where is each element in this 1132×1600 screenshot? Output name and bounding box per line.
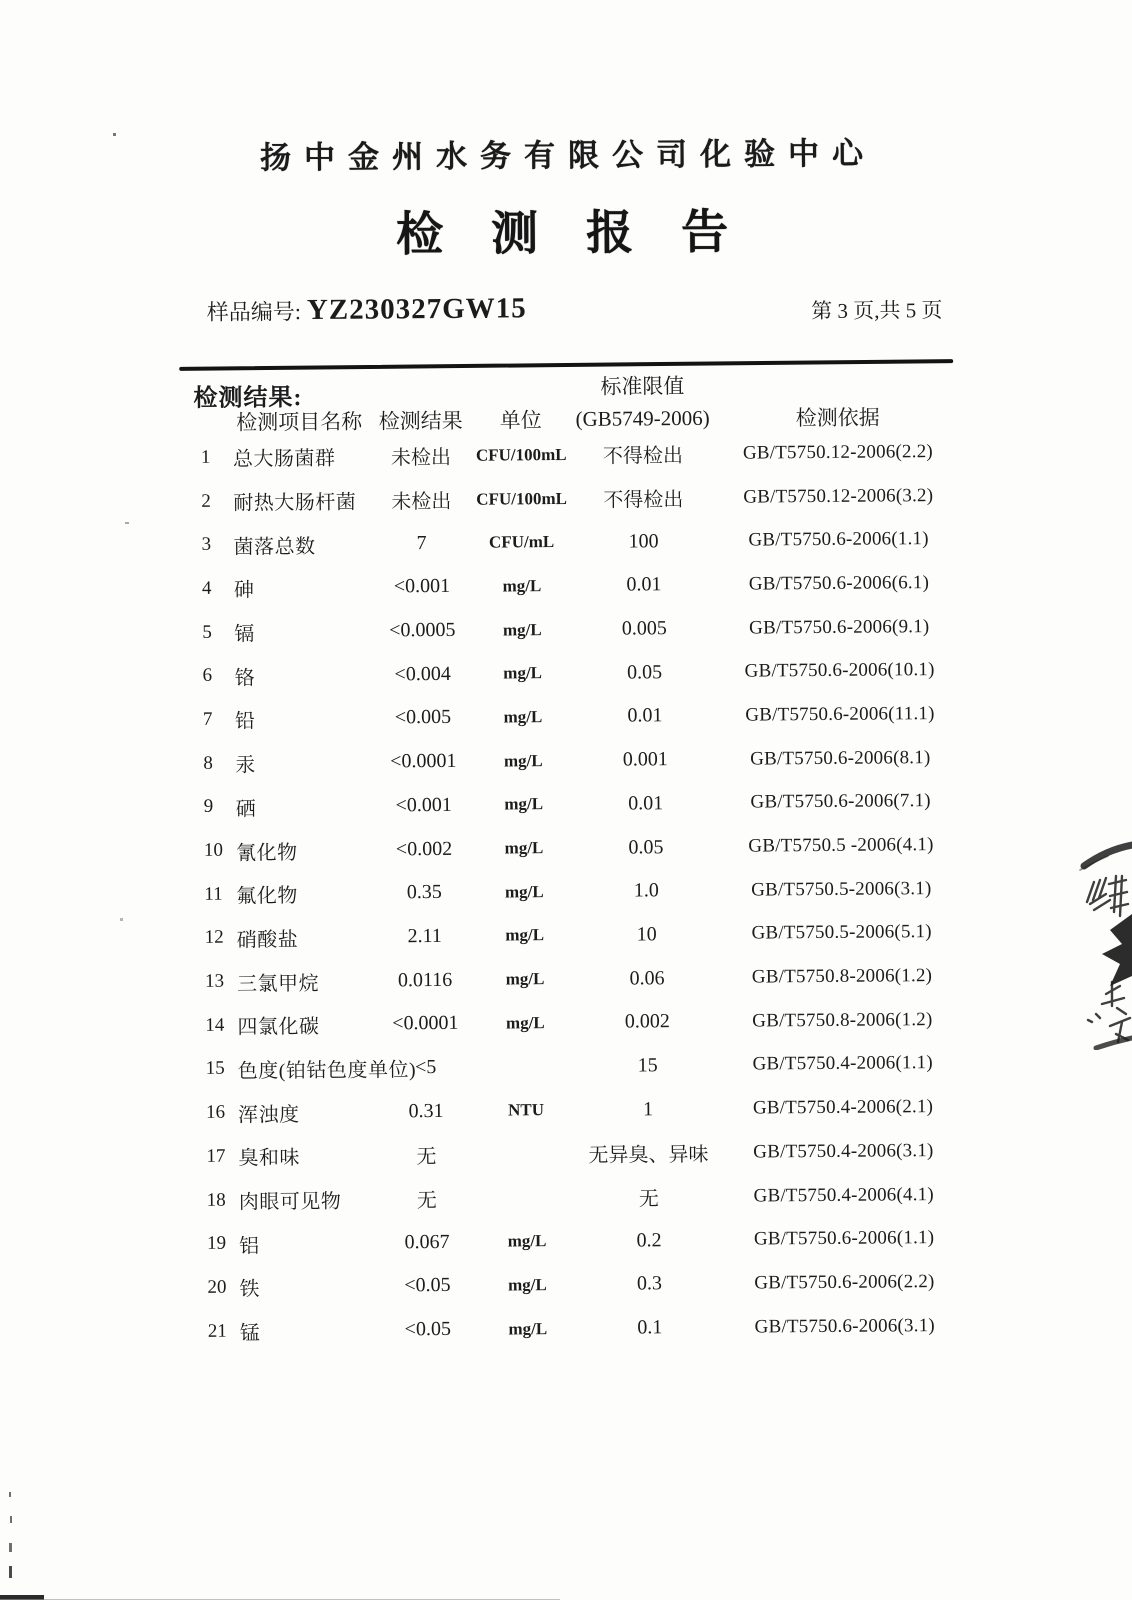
standard-limit: 0.3 <box>636 1272 663 1295</box>
standard-limit: 无 <box>638 1188 659 1211</box>
row-number: 16 <box>205 1101 226 1123</box>
column-header-unit: 单位 <box>499 408 542 433</box>
unit: mg/L <box>504 794 544 814</box>
standard-limit: 1 <box>642 1097 654 1121</box>
test-result: 0.0116 <box>397 968 453 991</box>
test-result: 未检出 <box>391 490 452 514</box>
standard-limit: 0.002 <box>624 1010 670 1033</box>
standard-limit: 0.005 <box>621 617 667 640</box>
unit: mg/L <box>504 881 544 902</box>
test-result: 无 <box>416 1146 437 1169</box>
standard-limit: 0.05 <box>628 835 664 859</box>
test-result: 0.31 <box>408 1099 444 1122</box>
unit: mg/L <box>505 925 545 945</box>
scan-speck <box>120 918 123 921</box>
test-result: 无 <box>416 1190 437 1213</box>
results-section-label: 检测结果: <box>193 385 303 412</box>
test-basis: GB/T5750.5-2006(3.1) <box>751 877 932 901</box>
standard-limit: 0.01 <box>628 792 664 815</box>
standard-limit: 0.05 <box>627 661 663 684</box>
test-result: 2.11 <box>407 924 442 948</box>
test-basis: GB/T5750.6-2006(1.1) <box>748 528 929 551</box>
test-basis: GB/T5750.8-2006(1.2) <box>751 965 933 988</box>
unit: mg/L <box>507 1275 547 1295</box>
row-number: 21 <box>207 1320 227 1342</box>
table-row <box>176 430 956 480</box>
item-name: 耐热大肠杆菌 <box>233 491 357 515</box>
table-row <box>178 692 958 742</box>
row-number: 8 <box>203 752 213 774</box>
item-name: 砷 <box>233 579 255 603</box>
test-basis: GB/T5750.6-2006(8.1) <box>750 746 931 770</box>
test-result: 未检出 <box>390 447 452 470</box>
official-seal-partial <box>1054 836 1132 1050</box>
item-name: 臭和味 <box>238 1147 301 1170</box>
item-name: 汞 <box>235 754 256 777</box>
item-name: 铬 <box>234 667 256 690</box>
table-row <box>182 1173 962 1223</box>
test-basis: GB/T5750.6-2006(9.1) <box>749 615 930 639</box>
standard-limit: 10 <box>636 923 657 946</box>
column-header-result: 检测结果 <box>378 408 463 434</box>
test-basis: GB/T5750.6-2006(1.1) <box>753 1227 935 1250</box>
standard-limit: 不得检出 <box>603 489 684 512</box>
unit: mg/L <box>504 838 544 858</box>
results-table <box>176 430 963 1354</box>
report-title: 检测报告 <box>395 206 777 262</box>
item-name: 三氯甲烷 <box>236 972 320 996</box>
test-basis: GB/T5750.12-2006(3.2) <box>743 484 934 508</box>
test-basis: GB/T5750.12-2006(2.2) <box>742 440 933 464</box>
standard-limit: 100 <box>628 529 659 553</box>
unit: mg/L <box>503 750 543 771</box>
row-number: 19 <box>207 1232 227 1255</box>
unit <box>481 1154 571 1155</box>
sample-number <box>207 292 527 328</box>
row-number: 17 <box>206 1145 226 1167</box>
standard-limit: 0.001 <box>622 748 668 771</box>
item-name: 氰化物 <box>235 841 298 865</box>
test-result: <0.002 <box>395 837 453 860</box>
unit: mg/L <box>508 1318 548 1339</box>
unit: CFU/100mL <box>476 488 568 509</box>
standard-limit: 0.2 <box>636 1228 662 1252</box>
scan-speck <box>10 1516 12 1523</box>
test-result: <0.0005 <box>389 618 456 642</box>
item-name: 总大肠菌群 <box>232 448 336 471</box>
test-result: <0.05 <box>404 1318 452 1341</box>
standard-limit: 无异臭、异味 <box>588 1144 709 1168</box>
scan-speck <box>9 1543 12 1552</box>
row-number: 20 <box>207 1276 227 1298</box>
row-number: 14 <box>205 1014 225 1036</box>
unit: mg/L <box>503 663 543 683</box>
limit-column-header-top: 标准限值 <box>600 374 685 399</box>
row-number: 9 <box>203 796 214 818</box>
test-basis: GB/T5750.6-2006(3.1) <box>754 1314 935 1338</box>
table-row <box>180 910 960 960</box>
table-row <box>179 867 959 917</box>
standard-limit: 15 <box>637 1054 658 1077</box>
table-row <box>176 474 956 524</box>
item-name: 硒 <box>235 798 257 821</box>
table-row <box>177 605 957 655</box>
table-row <box>183 1304 963 1354</box>
item-name: 四氯化碳 <box>237 1016 320 1039</box>
company-name: 扬中金州水务有限公司化验中心 <box>259 135 877 176</box>
sample-number-value: YZ230327GW15 <box>306 292 527 327</box>
table-row <box>177 561 957 611</box>
item-name: 镉 <box>234 623 255 646</box>
scan-speck <box>113 133 116 136</box>
test-basis: GB/T5750.6-2006(11.1) <box>745 703 935 726</box>
unit: NTU <box>508 1100 545 1120</box>
table-row <box>181 1042 961 1092</box>
column-header-limit-standard: (GB5749-2006) <box>575 405 710 431</box>
test-basis: GB/T5750.6-2006(10.1) <box>744 659 935 682</box>
test-result: <0.05 <box>404 1274 451 1297</box>
test-result: <0.0001 <box>392 1012 459 1035</box>
table-row <box>182 1216 962 1266</box>
standard-limit: 0.06 <box>629 966 665 990</box>
test-result: <0.004 <box>394 662 451 686</box>
standard-limit: 0.01 <box>626 573 662 596</box>
standard-limit: 1.0 <box>633 879 659 902</box>
item-name: 肉眼可见物 <box>238 1190 342 1214</box>
row-number: 13 <box>204 970 225 992</box>
test-result: 7 <box>416 531 427 554</box>
test-basis: GB/T5750.5 -2006(4.1) <box>748 834 934 857</box>
table-row <box>180 998 960 1048</box>
row-number: 10 <box>203 839 224 861</box>
item-name: 氟化物 <box>236 885 298 908</box>
row-number: 18 <box>206 1189 226 1211</box>
table-row <box>180 954 960 1004</box>
scan-speck <box>9 1566 12 1578</box>
unit <box>482 1198 572 1199</box>
item-name: 浑浊度 <box>238 1103 300 1127</box>
test-basis: GB/T5750.4-2006(2.1) <box>752 1096 934 1119</box>
column-header-basis: 检测依据 <box>795 405 880 431</box>
unit: mg/L <box>503 707 543 727</box>
test-basis: GB/T5750.4-2006(1.1) <box>752 1052 933 1076</box>
page-indicator: 第 3 页,共 5 页 <box>811 298 943 324</box>
row-number: 12 <box>204 927 224 949</box>
table-row <box>178 736 958 786</box>
item-name: 色度(铂钴色度单位) <box>237 1059 417 1083</box>
test-basis: GB/T5750.8-2006(1.2) <box>752 1008 933 1032</box>
table-row <box>179 779 959 829</box>
item-name: 铅 <box>234 710 256 734</box>
row-number: 15 <box>205 1058 225 1080</box>
seal-star <box>1102 914 1132 986</box>
table-row <box>182 1260 962 1310</box>
unit: CFU/mL <box>488 532 555 552</box>
unit <box>481 1066 571 1067</box>
test-result: <5 <box>414 1055 437 1079</box>
row-number: 11 <box>204 883 223 905</box>
table-row <box>177 648 957 698</box>
test-result: 0.067 <box>404 1230 450 1254</box>
standard-limit: 0.1 <box>637 1316 663 1339</box>
unit: mg/L <box>502 619 542 640</box>
table-row <box>181 1085 961 1135</box>
item-name: 铝 <box>239 1235 260 1258</box>
unit: mg/L <box>505 969 545 989</box>
test-basis: GB/T5750.6-2006(6.1) <box>748 572 930 595</box>
item-name: 菌落总数 <box>233 535 316 559</box>
scan-speck <box>9 1492 11 1497</box>
row-number: 6 <box>202 665 213 687</box>
unit: mg/L <box>507 1231 547 1251</box>
test-basis: GB/T5750.6-2006(7.1) <box>750 790 931 813</box>
test-basis: GB/T5750.5-2006(5.1) <box>751 921 932 944</box>
item-name: 锰 <box>239 1322 261 1345</box>
row-number: 2 <box>201 490 211 512</box>
table-row <box>176 517 956 567</box>
test-result: <0.001 <box>395 793 452 817</box>
standard-limit: 0.01 <box>627 704 663 727</box>
scan-speck <box>125 522 129 524</box>
row-number: 1 <box>200 446 211 468</box>
test-basis: GB/T5750.4-2006(3.1) <box>753 1139 934 1163</box>
unit: mg/L <box>502 576 542 596</box>
standard-limit: 不得检出 <box>602 445 684 469</box>
test-basis: GB/T5750.6-2006(2.2) <box>754 1271 935 1294</box>
item-name: 铁 <box>239 1278 261 1301</box>
column-header-item-name: 检测项目名称 <box>236 409 363 435</box>
table-top-rule <box>179 359 953 371</box>
test-basis: GB/T5750.4-2006(4.1) <box>753 1183 934 1207</box>
row-number: 7 <box>202 708 213 730</box>
unit: CFU/100mL <box>475 444 567 465</box>
row-number: 3 <box>201 534 212 556</box>
test-result: <0.005 <box>394 706 452 729</box>
test-result: <0.001 <box>393 575 451 598</box>
sample-number-label: 样品编号: <box>206 299 302 325</box>
table-row <box>181 1129 961 1179</box>
test-result: <0.0001 <box>390 750 457 773</box>
item-name: 硝酸盐 <box>236 929 299 952</box>
unit: mg/L <box>505 1012 545 1033</box>
row-number: 5 <box>202 621 212 643</box>
test-result: 0.35 <box>406 881 442 904</box>
row-number: 4 <box>201 577 212 599</box>
table-row <box>179 823 959 873</box>
